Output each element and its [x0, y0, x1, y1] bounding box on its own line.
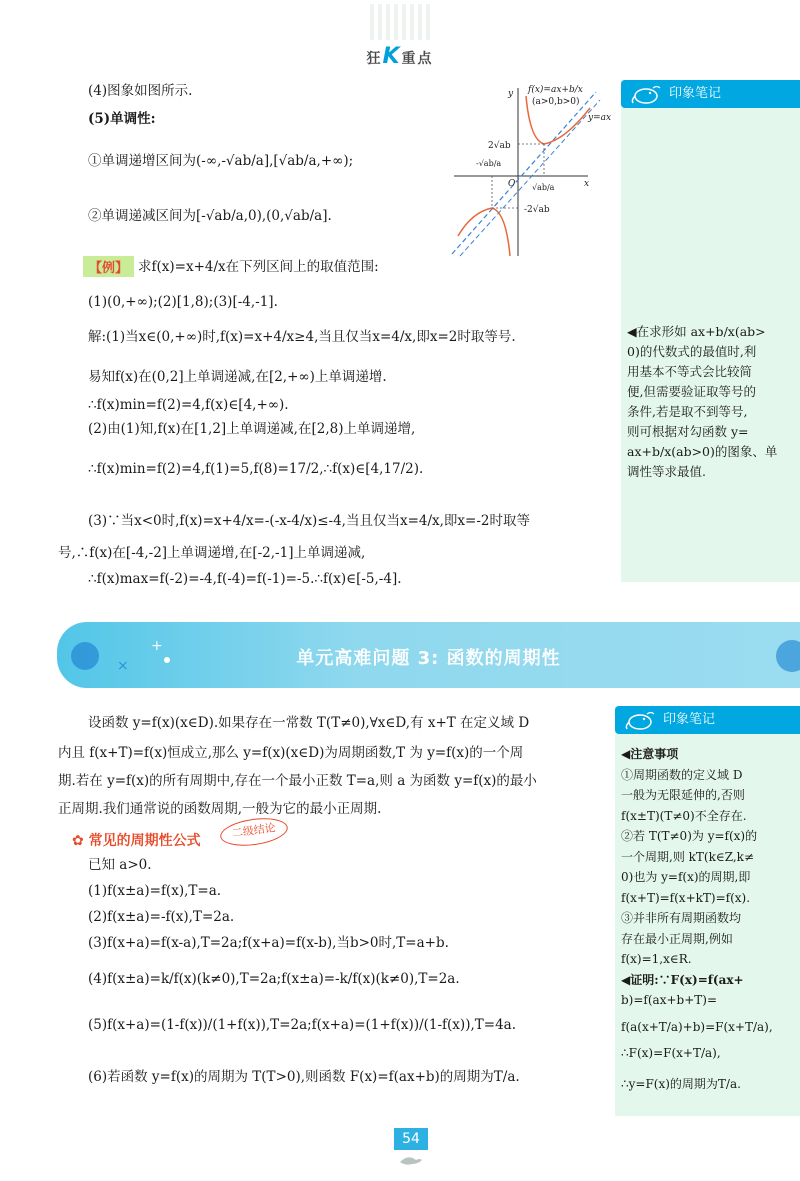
side1-line: 调性等求最值. [627, 464, 706, 479]
formula-subhead-text: 常见的周期性公式 [88, 833, 201, 849]
side-note-label-1: 印象笔记 [669, 86, 722, 101]
function-graph [450, 78, 622, 260]
solution-2: (2)由(1)知,f(x)在[1,2]上单调递减,在[2,8)上单调递增, [88, 421, 416, 437]
body-line-1: 设函数 y=f(x)(x∈D).如果存在一常数 T(T≠0),∀x∈D,有 x+T 在定义域 D [88, 715, 530, 731]
solution-3: (3)∵当x<0时,f(x)=x+4/x=-(-x-4/x)≤-4,当且仅当x=4/x,即x=-2时取等 [88, 513, 531, 529]
side2-line: 0)也为 y=f(x)的周期,即 [621, 870, 751, 884]
side2-line: 一般为无限延伸的,否则 [621, 788, 745, 802]
header-title-post: 重点 [401, 51, 434, 67]
header-bg [370, 4, 430, 40]
side2-line: 存在最小正周期,例如 [621, 931, 733, 946]
solution-3b: 号,∴f(x)在[-4,-2]上单调递增,在[-2,-1]上单调递减, [58, 545, 366, 561]
elephant-icon [623, 710, 657, 730]
side2-line: ①周期函数的定义域 D [621, 767, 743, 782]
formula-line: (3)f(x+a)=f(x-a),T=2a;f(x+a)=f(x-b),当b>0时,T=a+b. [88, 935, 449, 951]
header-title-k: K [382, 44, 402, 69]
conclusion-tag: 二级结论 [219, 814, 290, 849]
body-line-3: 期.若在 y=f(x)的所有周期中,存在一个最小正数 T=a,则 a 为函数 y=f(x)的最小 [58, 773, 537, 789]
y-top-label: 2√ab [488, 141, 511, 151]
x-axis-label: x [584, 179, 590, 189]
side-note-header-2 [615, 706, 800, 734]
solution-1: 解:(1)当x∈(0,+∞)时,f(x)=x+4/x≥4,当且仅当x=4/x,即x=2时取等号. [88, 329, 516, 345]
side1-line: 用基本不等式会比较简 [627, 364, 753, 379]
side2-line: ◀注意事项 [621, 747, 679, 761]
formula-line: (2)f(x±a)=-f(x),T=2a. [88, 909, 235, 925]
bird-icon [398, 1152, 424, 1168]
flower-icon: ✿ [72, 833, 89, 849]
side2-line: ∴F(x)=F(x+T/a), [621, 1046, 721, 1060]
banner-title: 单元高难问题 3: 函数的周期性 [296, 648, 561, 669]
side2-line: ③并非所有周期函数均 [621, 911, 742, 925]
solution-3c: ∴f(x)max=f(-2)=-4,f(-4)=f(-1)=-5.∴f(x)∈[-5,-4]. [88, 571, 402, 587]
side1-line: 则可根据对勾函数 y= [627, 424, 749, 439]
cond-label: (a>0,b>0) [532, 97, 580, 107]
side2-line: f(x+T)=f(x+kT)=f(x). [621, 890, 751, 905]
func-label: f(x)=ax+b/x [528, 85, 583, 95]
body-line-4: 正周期.我们通常说的函数周期,一般为它的最小正周期. [58, 801, 382, 817]
svg-text:×: × [117, 658, 129, 674]
example-parts: (1)(0,+∞);(2)[1,8);(3)[-4,-1]. [88, 294, 278, 310]
solution-1b: 易知f(x)在(0,2]上单调递减,在[2,+∞)上单调递增. [88, 369, 387, 385]
x-pos-label: √ab/a [532, 183, 555, 192]
side2-line: ②若 T(T≠0)为 y=f(x)的 [621, 829, 758, 843]
increasing-interval: ①单调递增区间为(-∞,-√ab/a],[√ab/a,+∞); [88, 153, 354, 169]
formula-line: (5)f(x+a)=(1-f(x))/(1+f(x)),T=2a;f(x+a)=(1+f(x))/(1-f(x)),T=4a. [88, 1017, 516, 1033]
decreasing-interval: ②单调递减区间为[-√ab/a,0),(0,√ab/a]. [88, 208, 332, 224]
side-note-text-2 [621, 744, 797, 1094]
formula-line: (4)f(x±a)=k/f(x)(k≠0),T=2a;f(x±a)=-k/f(x)(k≠0),T=2a. [88, 971, 460, 987]
formula-subhead [72, 830, 201, 850]
section-banner [57, 622, 800, 688]
side2-line: f(x)=1,x∈R. [621, 952, 692, 966]
side1-line: ax+b/x(ab>0)的图象、单 [627, 444, 778, 459]
side-note-label-2: 印象笔记 [663, 712, 716, 727]
side1-line: ◀在求形如 ax+b/x(ab> [627, 324, 766, 339]
example-question: 求f(x)=x+4/x在下列区间上的取值范围: [138, 259, 379, 275]
origin-label: O [508, 179, 516, 189]
header-title-pre: 狂 [366, 51, 383, 67]
side2-line: 一个周期,则 kT(k∈Z,k≠ [621, 849, 755, 864]
side1-line: 0)的代数式的最值时,利 [627, 344, 757, 359]
svg-text:+: + [151, 638, 163, 654]
side-note-text-1 [627, 322, 797, 482]
side2-line: ∴y=F(x)的周期为T/a. [621, 1076, 741, 1091]
y-axis-label: y [508, 89, 514, 99]
side2-line: ◀证明:∵F(x)=f(ax+ [621, 972, 744, 987]
asymptote-line [452, 92, 596, 254]
side1-line: 条件,若是取不到等号, [627, 404, 748, 419]
formula-line: 已知 a>0. [88, 857, 152, 873]
formula-line: (6)若函数 y=f(x)的周期为 T(T>0),则函数 F(x)=f(ax+b)的周期为T/a. [88, 1069, 520, 1085]
y-bot-label: -2√ab [524, 205, 550, 215]
top-line-5: (5)单调性: [88, 111, 156, 127]
side2-line: b)=f(ax+b+T)= [621, 993, 717, 1007]
formula-line: (1)f(x±a)=f(x),T=a. [88, 883, 222, 899]
top-line-4: (4)图象如图所示. [88, 83, 193, 99]
page-number: 54 [394, 1128, 428, 1150]
side1-line: 便,但需要验证取等号的 [627, 384, 756, 399]
side2-line: f(a(x+T/a)+b)=F(x+T/a), [621, 1019, 773, 1034]
side-note-header-1 [621, 80, 800, 108]
example-tag: 【例】 [83, 256, 134, 277]
x-neg-label: -√ab/a [476, 159, 502, 168]
asym-label: y=ax [588, 113, 612, 123]
banner-deco-right-icon [762, 630, 800, 680]
header-title [0, 44, 800, 69]
solution-1c: ∴f(x)min=f(2)=4,f(x)∈[4,+∞). [88, 397, 289, 413]
solution-2b: ∴f(x)min=f(2)=4,f(1)=5,f(8)=17/2,∴f(x)∈[4,17/2). [88, 461, 424, 477]
elephant-icon [629, 84, 663, 104]
side2-line: f(x±T)(T≠0)不全存在. [621, 808, 747, 823]
body-line-2: 内且 f(x+T)=f(x)恒成立,那么 y=f(x)(x∈D)为周期函数,T 为 y=f(x)的一个周 [58, 745, 524, 761]
